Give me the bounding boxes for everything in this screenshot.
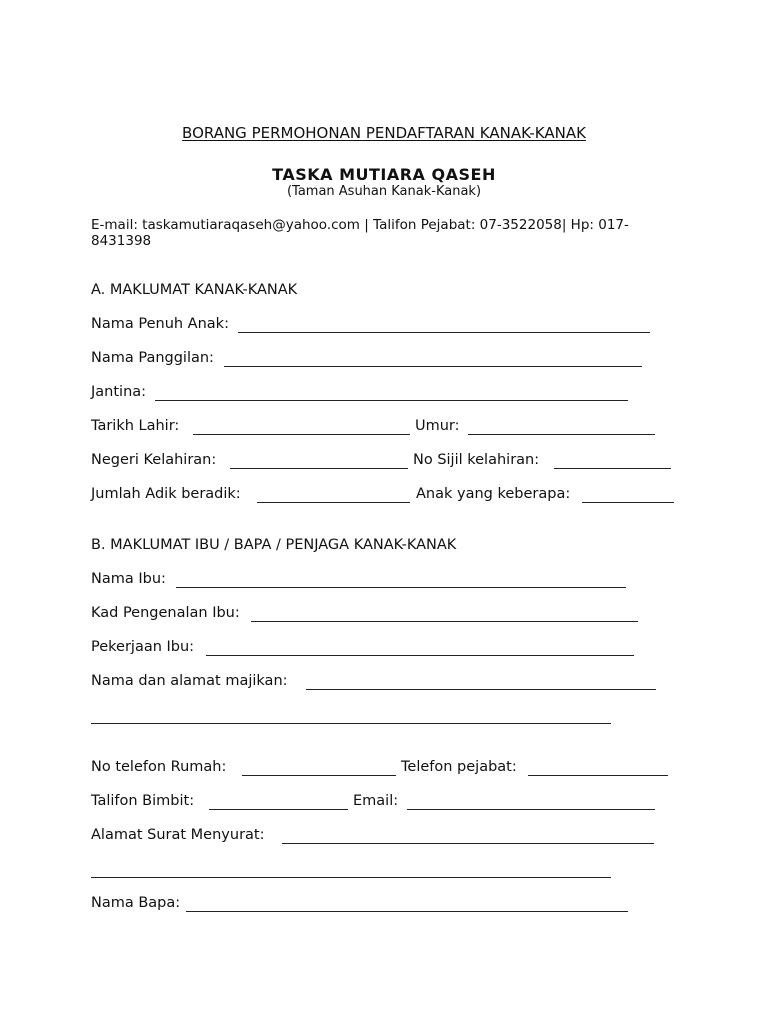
talifon-bimbit-label: Talifon Bimbit: [91,793,195,809]
alamat-surat-field[interactable] [282,843,654,844]
nama-ibu-label: Nama Ibu: [91,571,166,587]
negeri-kelahiran-label: Negeri Kelahiran: [91,452,217,468]
jantina-field[interactable] [155,400,628,401]
anak-keberapa-label: Anak yang keberapa: [416,486,571,502]
umur-field[interactable] [468,434,655,435]
nama-alamat-majikan-field-line-2[interactable] [91,723,611,724]
nama-panggilan-label: Nama Panggilan: [91,350,214,366]
nama-alamat-majikan-field[interactable] [306,689,656,690]
jumlah-adik-field[interactable] [257,502,410,503]
talifon-bimbit-field[interactable] [209,809,348,810]
alamat-surat-label: Alamat Surat Menyurat: [91,827,265,843]
jumlah-adik-label: Jumlah Adik beradik: [91,486,241,502]
no-sijil-field[interactable] [554,468,671,469]
nama-penuh-label: Nama Penuh Anak: [91,316,229,332]
negeri-kelahiran-field[interactable] [230,468,408,469]
email-field[interactable] [407,809,655,810]
org-subtitle: (Taman Asuhan Kanak-Kanak) [286,184,482,199]
section-b-heading: B. MAKLUMAT IBU / BAPA / PENJAGA KANAK-KANAK [91,537,457,553]
no-telefon-rumah-field[interactable] [242,775,396,776]
nama-ibu-field[interactable] [176,587,626,588]
email-label: Email: [353,793,399,809]
pekerjaan-ibu-label: Pekerjaan Ibu: [91,639,195,655]
telefon-pejabat-label: Telefon pejabat: [401,759,517,775]
contact-info: E-mail: taskamutiaraqaseh@yahoo.com | Talifon Pejabat: 07-3522058| Hp: 017-8431398 [91,217,629,249]
form-title: BORANG PERMOHONAN PENDAFTARAN KANAK-KANAK [182,124,586,142]
kad-pengenalan-ibu-label: Kad Pengenalan Ibu: [91,605,240,621]
pekerjaan-ibu-field[interactable] [206,655,634,656]
anak-keberapa-field[interactable] [582,502,674,503]
tarikh-lahir-label: Tarikh Lahir: [91,418,180,434]
tarikh-lahir-field[interactable] [193,434,410,435]
umur-label: Umur: [415,418,460,434]
org-name: TASKA MUTIARA QASEH [272,165,496,184]
alamat-surat-field-line-2[interactable] [91,877,611,878]
jantina-label: Jantina: [91,384,147,400]
telefon-pejabat-field[interactable] [528,775,668,776]
nama-alamat-majikan-label: Nama dan alamat majikan: [91,673,288,689]
nama-panggilan-field[interactable] [224,366,642,367]
nama-bapa-field[interactable] [186,911,628,912]
no-sijil-label: No Sijil kelahiran: [413,452,540,468]
section-a-heading: A. MAKLUMAT KANAK-KANAK [91,282,298,298]
nama-bapa-label: Nama Bapa: [91,895,181,911]
kad-pengenalan-ibu-field[interactable] [251,621,638,622]
nama-penuh-field[interactable] [238,332,650,333]
no-telefon-rumah-label: No telefon Rumah: [91,759,227,775]
